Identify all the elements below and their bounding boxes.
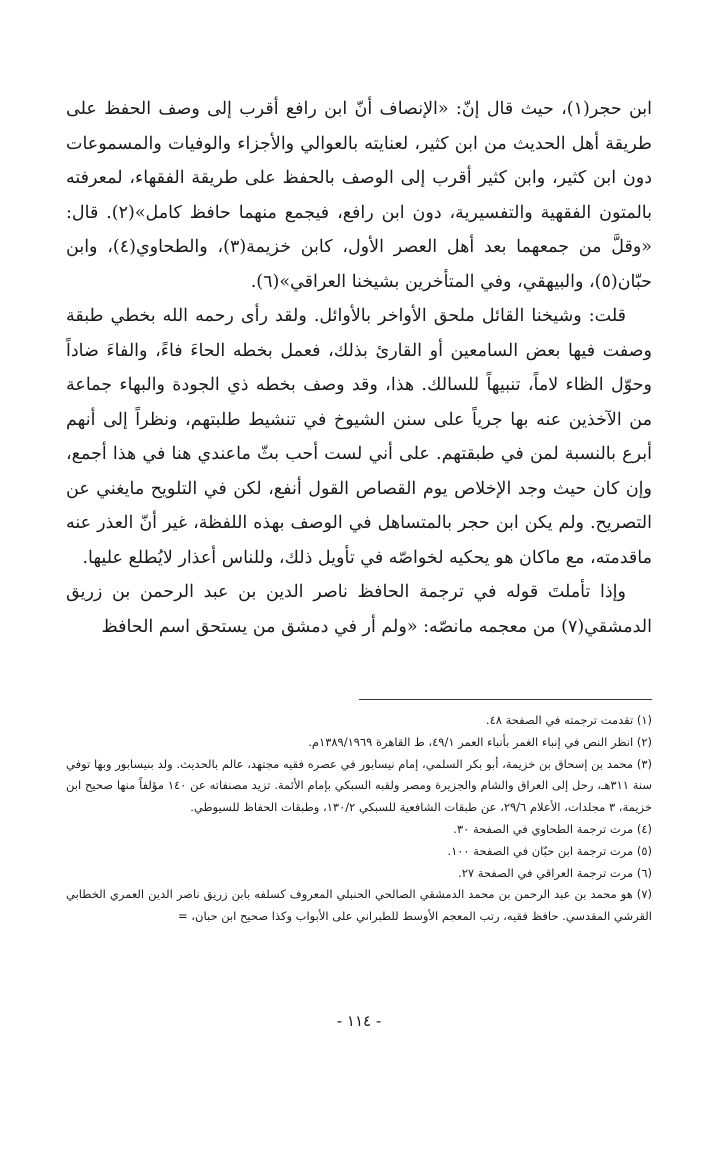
paragraph: ابن حجر(١)، حيث قال إنّ: «الإنصاف أنّ ابن رافع أقرب إلى وصف الحفظ على طريقة أهل الحديث من ابن كثير، لعنايته بالعوالي والأجزاء والوفيات والمسموعات دون ابن كثير، وابن كثير أقرب إلى الوصف بالحفظ على طريقة الفقهاء، لمعرفته بالمتون الفقهية والتفسيرية، دون ابن رافع، فيجمع منهما حافظ كامل»(٢). قال: «وقلَّ من جمعهما بعد أهل العصر الأول، كابن خزيمة(٣)، والطحاوي(٤)، وابن حبّان(٥)، والبيهقي، وفي المتأخرين بشيخنا العراقي»(٦).: [66, 99, 653, 292]
footnote-divider: [359, 699, 652, 700]
footnote: (٦) مرت ترجمة العراقي في الصفحة ٢٧.: [458, 865, 652, 880]
page-number: - ١١٤ -: [336, 1012, 382, 1030]
footnote: (٧) هو محمد بن عبد الرحمن بن محمد الدمشقي الصالحي الحنبلي المعروف كسلفه بابن زريق ناصر الدين العمري الخطابي القرشي المقدسي. حافظ فقيه، رتب المعجم الأوسط للطبراني على الأبواب وكذا صحيح ابن حبان، =: [66, 887, 652, 924]
footnote: (٢) انظر النص في إنباء الغمر بأنباء العمر ٤٩/١، ط القاهرة ١٣٨٩/١٩٦٩م.: [308, 734, 652, 749]
footnote: (٣) محمد بن إسحاق بن خزيمة، أبو بكر السلمي، إمام نيسابور في عصره فقيه مجتهد، عالم بالحديث. ولد بنيسابور وبها توفي سنة ٣١١هـ، رحل إلى العراق والشام والجزيرة ومصر ولقبه السبكي بإمام الأئمة. تزيد مصنفاته عن ١٤٠ مؤلفاً منها صحيح ابن خزيمة، ٣ مجلدات، الأعلام ٢٩/٦، عن طبقات الشافعية للسبكي ١٣٠/٢، وطبقات الحفاظ للسيوطي.: [66, 756, 652, 815]
book-page: [66, 92, 653, 1030]
paragraph: وإذا تأملتَ قوله في ترجمة الحافظ ناصر الدين بن عبد الرحمن بن زريق الدمشقي(٧) من معجمه مانصّه: «ولم أر في دمشق من يستحق اسم الحافظ: [66, 582, 652, 637]
paragraph: قلت: وشيخنا القائل ملحق الأواخر بالأوائل. ولقد رأى رحمه الله بخطي طبقة وصفت فيها بعض السامعين أو القارئ بذلك، فعمل بخطه الحاءَ فاءً، والفاءَ ضاداً وحوّل الظاء لاماً، تنبيهاً للسالك. هذا، وقد وصف بخطه ذي الجودة والبهاء جماعة من الآخذين عنه بها جرياً على سنن الشيوخ في تنشيط طلبتهم، ونظراً إلى أنهم أبرع بالنسبة لمن في طبقتهم. على أني لست أحب بثّ ماعندي هنا في هذا أجمع، وإن كان حيث وجد الإخلاص يوم القصاص القول أنفع، لكن في التلويح مايغني عن التصريح. ولم يكن ابن حجر بالمتساهل في الوصف بهذه اللفظة، غير أنّ العذر عنه ماقدمته، مع ماكان هو يحكيه لخواصّه في تأويل ذلك، وللناس أعذار لايُطلع عليها.: [66, 306, 652, 568]
footnote: (٥) مرت ترجمة ابن حبّان في الصفحة ١٠٠.: [447, 843, 652, 858]
footnotes: [66, 710, 652, 928]
footnote: (٤) مرت ترجمة الطحاوي في الصفحة ٣٠.: [453, 821, 652, 836]
footnote: (١) تقدمت ترجمته في الصفحة ٤٨.: [485, 713, 652, 727]
main-text: [66, 92, 652, 644]
